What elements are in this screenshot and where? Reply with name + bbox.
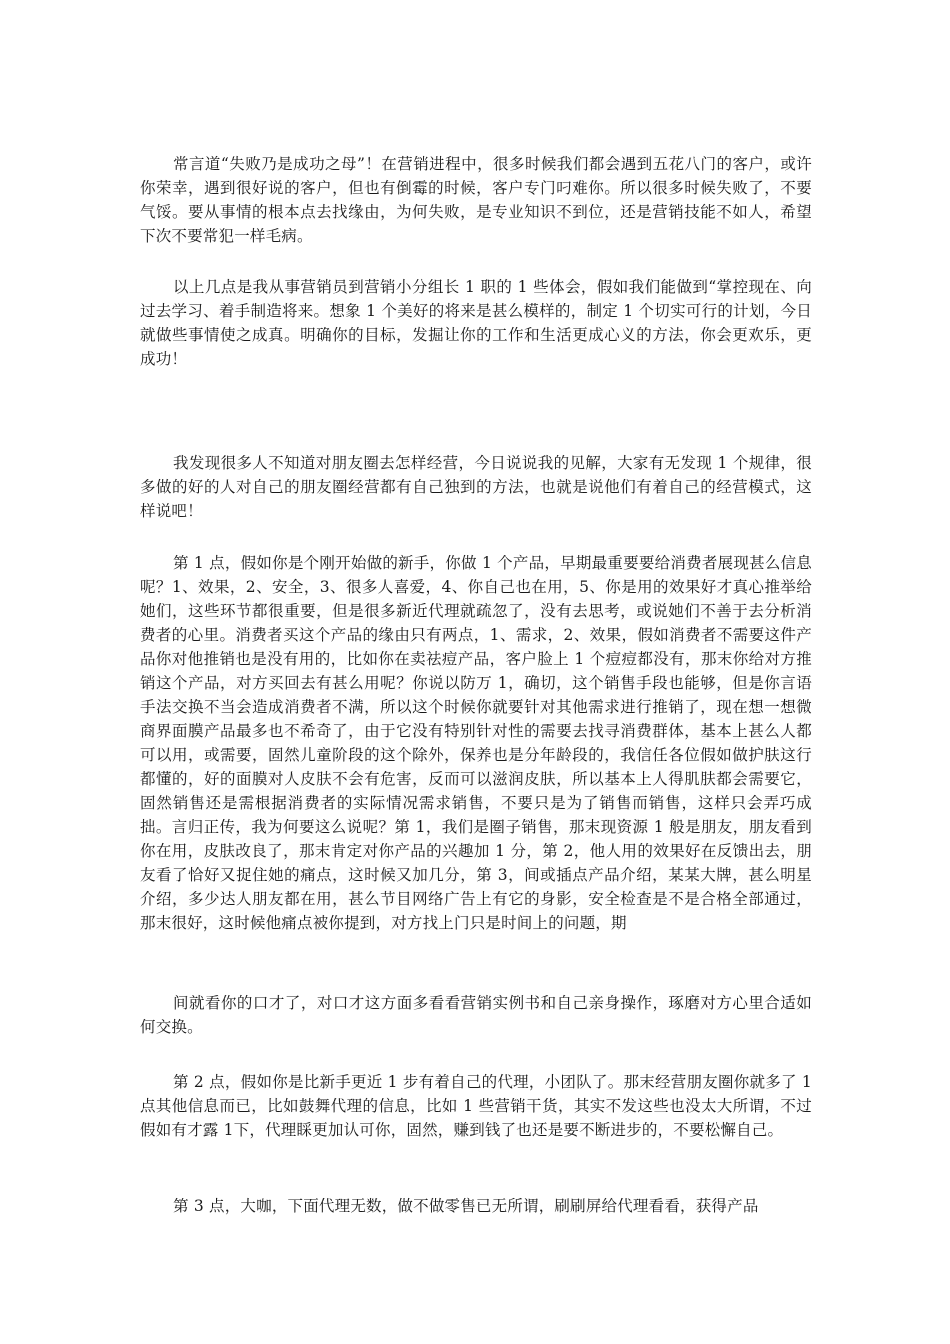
paragraph-point-2: 第 2 点，假如你是比新手更近 1 步有着自己的代理，小团队了。那末经营朋友圈你就多了 1 点其他信息而已，比如鼓舞代理的信息，比如 1 些营销干货，其实不发这些也没太大所谓，不过假如有才露 1下，代理睬更加认可你，固然，赚到钱了也还是要不断进步的，不要松懈自己。 — [140, 1073, 812, 1139]
paragraph-point-1: 第 1 点，假如你是个刚开始做的新手，你做 1 个产品，早期最重要要给消费者展现甚么信息呢？1、效果，2、安全，3、很多人喜爱，4、你自己也在用，5、你是用的效果好才真心推举给她们，这些环节都很重要，但是很多新近代理就疏忽了，没有去思考，或说她们不善于去分析消费者的心里。消费者买这个产品的缘由只有两点，1、需求，2、效果，假如消费者不需要这件产品你对他推销也是没有用的，比如你在卖祛痘产品，客户脸上 1 个痘痘都没有，那末你给对方推销这个产品，对方买回去有甚么用呢？你说以防万 1，确切，这个销售手段也能够，但是你言语手法交换不当会造成消费者不满，所以这个时候你就要针对其他需求进行推销了，现在想一想微商界面膜产品最多也不希奇了，由于它没有特别针对性的需要去找寻消费群体，基本上甚么人都可以用，或需要，固然儿童阶段的这个除外，保养也是分年龄段的，我信任各位假如做护肤这行都懂的，好的面膜对人皮肤不会有危害，反而可以滋润皮肤，所以基本上人得肌肤都会需要它，固然销售还是需根据消费者的实际情况需求销售，不要只是为了销售而销售，这样只会弄巧成拙。言归正传，我为何要这么说呢？第 1，我们是圈子销售，那末现资源 1 般是朋友，朋友看到你在用，皮肤改良了，那末肯定对你产品的兴趣加 1 分，第 2，他人用的效果好在反馈出去，朋友看了恰好又捉住她的痛点，这时候又加几分，第 3，间或插点产品介绍，某某大牌，甚么明星介绍，多少达人朋友都在用，甚么节目网络广告上有它的身影，安全检查是不是合格全部通过，那末很好，这时候他痛点被你提到，对方找上门只是时间上的问题，期 — [140, 554, 812, 932]
paragraph-experience-summary: 以上几点是我从事营销员到营销小分组长 1 职的 1 些体会，假如我们能做到“掌控现在、向过去学习、着手制造将来。想象 1 个美好的将来是甚么模样的，制定 1 个切实可行的计划，今日就做些事情使之成真。明确你的目标，发掘让你的工作和生活更成心义的方法，你会更欢乐，更成功！ — [140, 278, 812, 368]
paragraph-point-3: 第 3 点，大咖，下面代理无数，做不做零售已无所谓，刷刷屏给代理看看，获得产品 — [173, 1197, 759, 1215]
paragraph-failure-lesson: 常言道“失败乃是成功之母”！在营销进程中，很多时候我们都会遇到五花八门的客户，或许你荣幸，遇到很好说的客户，但也有倒霉的时候，客户专门叼难你。所以很多时候失败了，不要气馁。要从事情的根本点去找缘由，为何失败，是专业知识不到位，还是营销技能不如人，希望下次不要常犯一样毛病。 — [140, 155, 812, 245]
paragraph-point-1-continued: 间就看你的口才了，对口才这方面多看看营销实例书和自己亲身操作，琢磨对方心里合适如何交换。 — [140, 994, 812, 1036]
paragraph-moments-intro: 我发现很多人不知道对朋友圈去怎样经营，今日说说我的见解，大家有无发现 1 个规律，很多做的好的人对自己的朋友圈经营都有自己独到的方法，也就是说他们有着自己的经营模式，这样说吧！ — [140, 454, 812, 520]
